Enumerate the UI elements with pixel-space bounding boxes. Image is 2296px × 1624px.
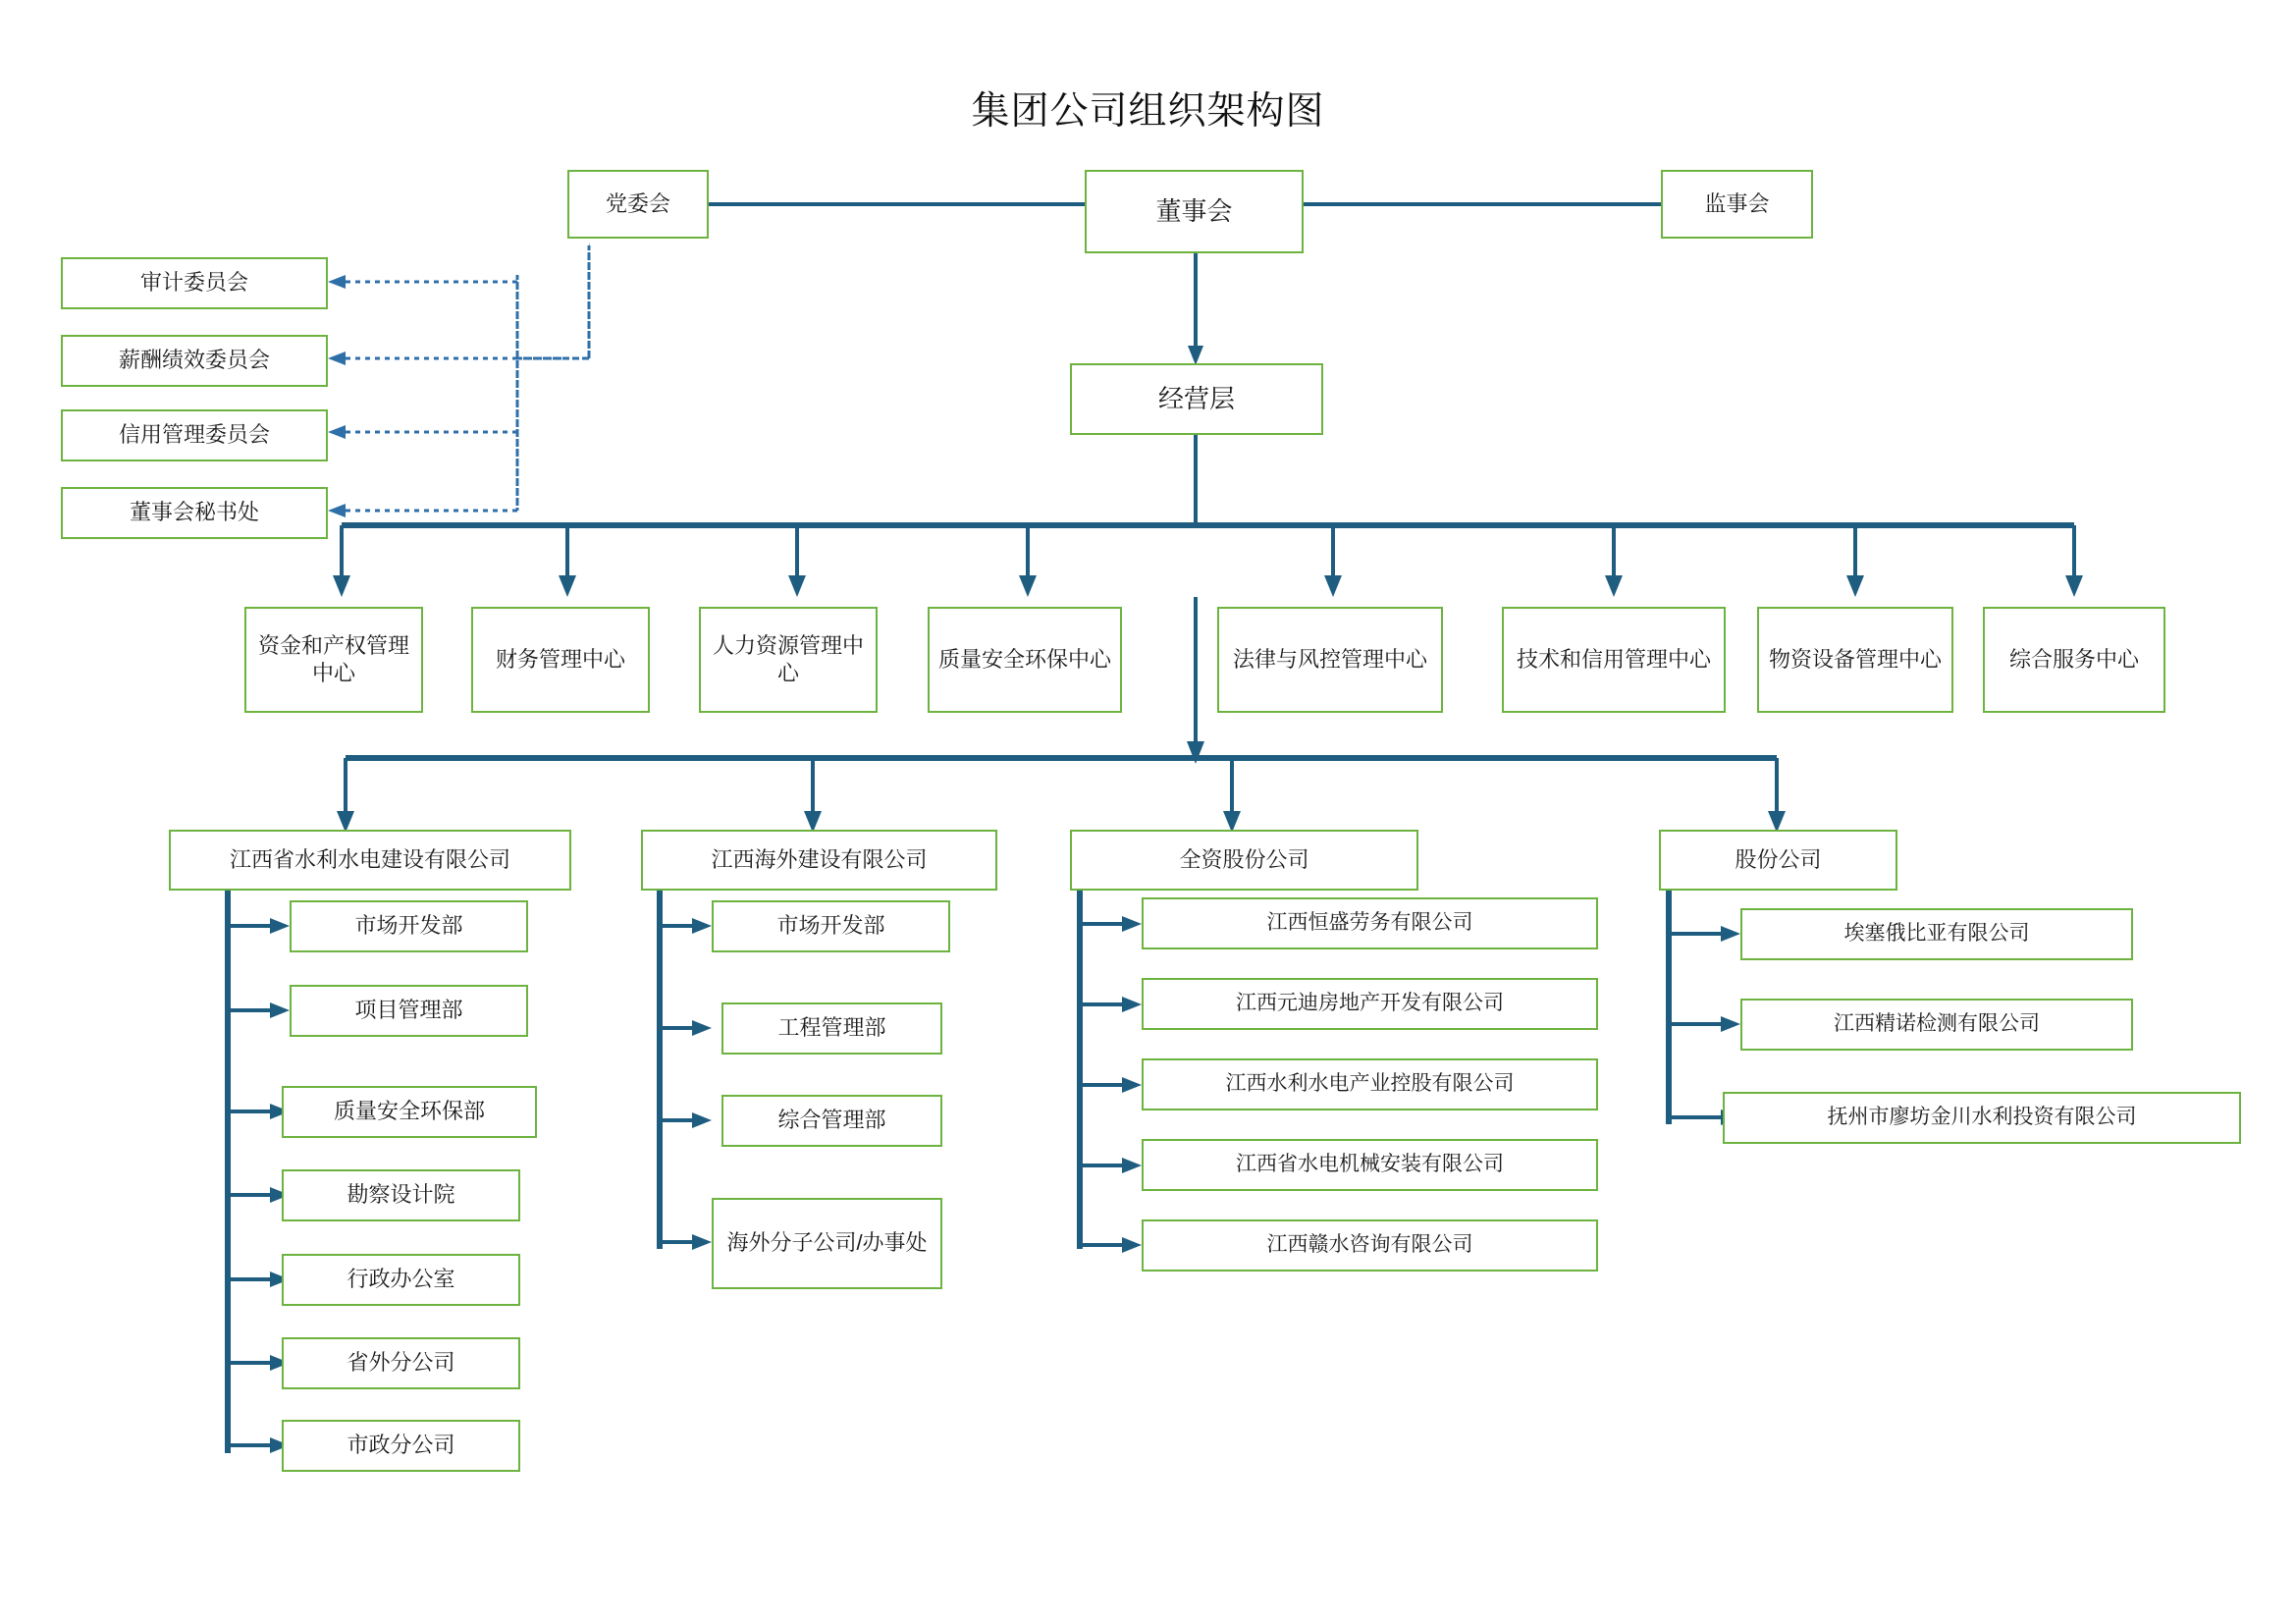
node-center-finance[interactable] — [471, 607, 650, 713]
node-label: 综合管理部 — [777, 1108, 886, 1133]
node-label: 省外分公司 — [347, 1350, 455, 1376]
node-label: 综合服务中心 — [2008, 646, 2139, 672]
node-dept-market-development-1[interactable] — [290, 900, 528, 952]
node-center-materials-equipment[interactable] — [1757, 607, 1953, 713]
node-label: 工程管理部 — [777, 1015, 886, 1041]
node-dept-engineering-management[interactable] — [721, 1002, 942, 1055]
node-label: 党委会 — [605, 190, 670, 216]
node-label: 质量安全环保部 — [333, 1099, 485, 1124]
node-credit-management-committee[interactable] — [61, 409, 328, 461]
node-center-funds-property[interactable] — [244, 607, 423, 713]
node-label: 行政办公室 — [347, 1267, 455, 1292]
node-center-technology-credit[interactable] — [1502, 607, 1726, 713]
node-dept-municipal-branch[interactable] — [282, 1420, 520, 1472]
node-label: 信用管理委员会 — [118, 422, 270, 448]
node-label: 人力资源管理中心 — [712, 632, 864, 685]
node-label: 市场开发部 — [776, 913, 885, 939]
node-label: 经营层 — [1157, 383, 1235, 413]
node-label: 江西水利水电产业控股有限公司 — [1225, 1072, 1515, 1096]
node-label: 江西精诺检测有限公司 — [1834, 1012, 2040, 1036]
node-branch-jiangxi-water-conservancy[interactable] — [169, 830, 571, 891]
node-label: 监事会 — [1704, 190, 1770, 216]
node-sub-hengsheng-labor[interactable] — [1142, 897, 1598, 949]
node-label: 财务管理中心 — [495, 646, 625, 672]
node-label: 董事会 — [1155, 195, 1233, 226]
node-label: 埃塞俄比亚有限公司 — [1843, 922, 2030, 946]
node-center-quality-safety-environment[interactable] — [928, 607, 1122, 713]
node-label: 法律与风控管理中心 — [1232, 646, 1427, 672]
node-sub-ethiopia[interactable] — [1740, 908, 2133, 960]
node-dept-general-management[interactable] — [721, 1095, 942, 1147]
node-label: 江西恒盛劳务有限公司 — [1266, 911, 1473, 935]
node-label: 质量安全环保中心 — [937, 646, 1111, 672]
node-dept-overseas-subsidiaries[interactable] — [712, 1198, 942, 1289]
node-label: 股份公司 — [1735, 846, 1822, 872]
node-management-layer[interactable] — [1070, 363, 1323, 435]
node-sub-ganshui-consulting[interactable] — [1142, 1219, 1598, 1272]
node-dept-project-management[interactable] — [290, 985, 528, 1037]
node-label: 审计委员会 — [139, 270, 248, 296]
node-label: 董事会秘书处 — [129, 500, 259, 525]
node-branch-wholly-owned[interactable] — [1070, 830, 1418, 891]
node-label: 项目管理部 — [354, 998, 463, 1023]
node-sub-liaofang-jinchuan-investment[interactable] — [1723, 1092, 2241, 1144]
node-dept-provincial-branch[interactable] — [282, 1337, 520, 1389]
node-label: 江西省水电机械安装有限公司 — [1236, 1153, 1504, 1176]
node-compensation-committee[interactable] — [61, 335, 328, 387]
node-dept-quality-safety-environment[interactable] — [282, 1086, 537, 1138]
node-label: 资金和产权管理中心 — [257, 632, 409, 685]
node-label: 物资设备管理中心 — [1768, 646, 1942, 672]
node-board-secretariat[interactable] — [61, 487, 328, 539]
node-label: 江西省水利水电建设有限公司 — [229, 846, 510, 872]
node-label: 抚州市廖坊金川水利投资有限公司 — [1827, 1106, 2137, 1129]
node-party-committee[interactable] — [567, 170, 709, 239]
node-label: 勘察设计院 — [347, 1182, 455, 1208]
node-label: 全资股份公司 — [1179, 846, 1309, 872]
node-audit-committee[interactable] — [61, 257, 328, 309]
node-sub-hydropower-machinery-installation[interactable] — [1142, 1139, 1598, 1191]
page-title: 集团公司组织架构图 — [971, 90, 1325, 133]
node-sub-water-power-industry-holding[interactable] — [1142, 1058, 1598, 1110]
node-branch-shareholding[interactable] — [1659, 830, 1897, 891]
node-label: 市政分公司 — [347, 1433, 455, 1458]
node-sub-jingnuo-inspection[interactable] — [1740, 999, 2133, 1051]
node-label: 技术和信用管理中心 — [1516, 646, 1711, 672]
node-label: 市场开发部 — [354, 913, 463, 939]
node-supervisory-board[interactable] — [1661, 170, 1813, 239]
node-center-human-resources[interactable] — [699, 607, 878, 713]
node-label: 江西元迪房地产开发有限公司 — [1236, 992, 1504, 1015]
node-center-legal-risk[interactable] — [1217, 607, 1443, 713]
node-sub-yuandi-real-estate[interactable] — [1142, 978, 1598, 1030]
node-board-of-directors[interactable] — [1085, 170, 1304, 253]
node-dept-market-development-2[interactable] — [712, 900, 950, 952]
node-dept-administration-office[interactable] — [282, 1254, 520, 1306]
node-dept-survey-design-institute[interactable] — [282, 1169, 520, 1221]
node-label: 江西赣水咨询有限公司 — [1266, 1233, 1473, 1257]
node-label: 海外分子公司/办事处 — [726, 1230, 928, 1256]
node-label: 江西海外建设有限公司 — [711, 846, 928, 872]
node-center-general-services[interactable] — [1983, 607, 2165, 713]
node-branch-jiangxi-overseas[interactable] — [641, 830, 997, 891]
node-label: 薪酬绩效委员会 — [118, 348, 270, 373]
